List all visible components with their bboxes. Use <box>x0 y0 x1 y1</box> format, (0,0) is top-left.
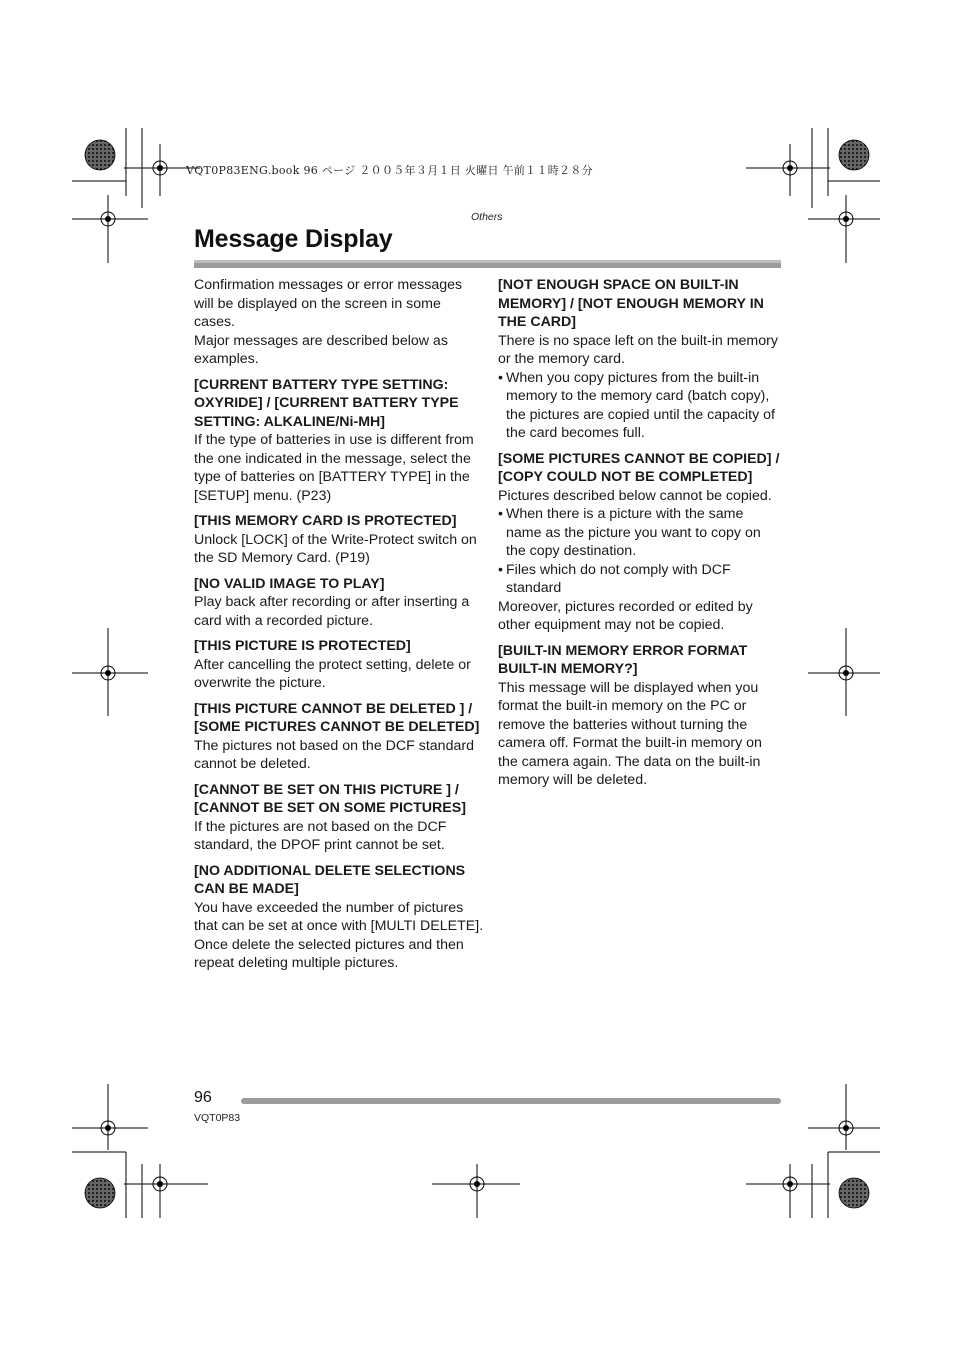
message-description: There is no space left on the built-in memory or the memory card. <box>498 332 778 367</box>
message-heading: [THIS PICTURE IS PROTECTED] <box>194 638 411 654</box>
page-title: Message Display <box>194 225 393 253</box>
intro-text: Confirmation messages or error messages will be displayed on the screen in some cases. <box>194 277 463 330</box>
message-heading: [CURRENT BATTERY TYPE SETTING: OXYRIDE] / [CURRENT BATTERY TYPE SETTING: ALKALINE/Ni-MH] <box>194 376 459 430</box>
bullet-item: • When you copy pictures from the built-in memory to the memory card (batch copy), the pictures are copied until the capacity of the card becomes full. <box>498 369 782 443</box>
intro-text: Major messages are described below as examples. <box>194 332 448 367</box>
left-column <box>194 276 484 980</box>
message-heading: [NOT ENOUGH SPACE ON BUILT-IN MEMORY] / [NOT ENOUGH MEMORY IN THE CARD] <box>498 277 764 330</box>
message-entry <box>194 376 484 506</box>
message-description: Unlock [LOCK] of the Write-Protect switch on the SD Memory Card. (P19) <box>194 531 477 566</box>
message-entry <box>498 642 782 790</box>
message-entry <box>498 450 782 635</box>
message-entry <box>194 637 484 693</box>
bullet-list <box>498 505 782 598</box>
message-entry <box>498 276 782 443</box>
message-heading: [NO VALID IMAGE TO PLAY] <box>194 575 385 592</box>
intro <box>194 276 484 369</box>
footer-rule <box>241 1098 781 1104</box>
page-number: 96 <box>194 1089 212 1106</box>
message-description: Play back after recording or after inserting a card with a recorded picture. <box>194 594 470 629</box>
message-heading: [THIS PICTURE CANNOT BE DELETED ] / [SOME PICTURES CANNOT BE DELETED] <box>194 700 480 735</box>
bullet-list <box>498 369 782 443</box>
message-heading: [SOME PICTURES CANNOT BE COPIED] / [COPY COULD NOT BE COMPLETED] <box>498 450 780 485</box>
message-description: After cancelling the protect setting, delete or overwrite the picture. <box>194 656 471 691</box>
right-column <box>498 276 782 797</box>
title-rule <box>194 260 781 268</box>
message-entry <box>194 575 484 631</box>
model-code: VQT0P83 <box>194 1112 241 1124</box>
message-entry <box>194 862 484 973</box>
message-note: Moreover, pictures recorded or edited by other equipment may not be copied. <box>498 598 753 633</box>
print-job-info: VQT0P83ENG.book 96 ページ ２００５年３月１日 火曜日 午前１１時２８分 <box>186 164 593 177</box>
message-description: If the pictures are not based on the DCF standard, the DPOF print cannot be set. <box>194 818 447 853</box>
message-heading: [THIS MEMORY CARD IS PROTECTED] <box>194 513 457 529</box>
message-description: You have exceeded the number of pictures that can be set at once with [MULTI DELETE]. Once delete the selected pictures and then repeat deleting multiple pictures. <box>194 899 484 971</box>
message-heading: [BUILT-IN MEMORY ERROR FORMAT BUILT-IN MEMORY?] <box>498 642 748 677</box>
bullet-item: • Files which do not comply with DCF standard <box>498 561 782 598</box>
message-heading: [CANNOT BE SET ON THIS PICTURE ] / [CANNOT BE SET ON SOME PICTURES] <box>194 781 466 816</box>
section-label: Others <box>471 211 503 223</box>
message-entry <box>194 512 484 568</box>
bullet-item: • When there is a picture with the same name as the picture you want to copy on the copy destination. <box>498 505 782 561</box>
message-description: The pictures not based on the DCF standard cannot be deleted. <box>194 737 474 772</box>
message-entry <box>194 700 484 774</box>
message-description: If the type of batteries in use is different from the one indicated in the message, select the type of batteries on [BATTERY TYPE] in the [SETUP] menu. (P23) <box>194 432 474 504</box>
message-entry <box>194 781 484 855</box>
message-description: Pictures described below cannot be copied. <box>498 487 772 504</box>
message-heading: [NO ADDITIONAL DELETE SELECTIONS CAN BE MADE] <box>194 862 466 897</box>
message-description: This message will be displayed when you format the built-in memory on the PC or remove the batteries without turning the camera off. Format the built-in memory on the camera again. The data on the built-in memory will be deleted. <box>498 679 762 788</box>
